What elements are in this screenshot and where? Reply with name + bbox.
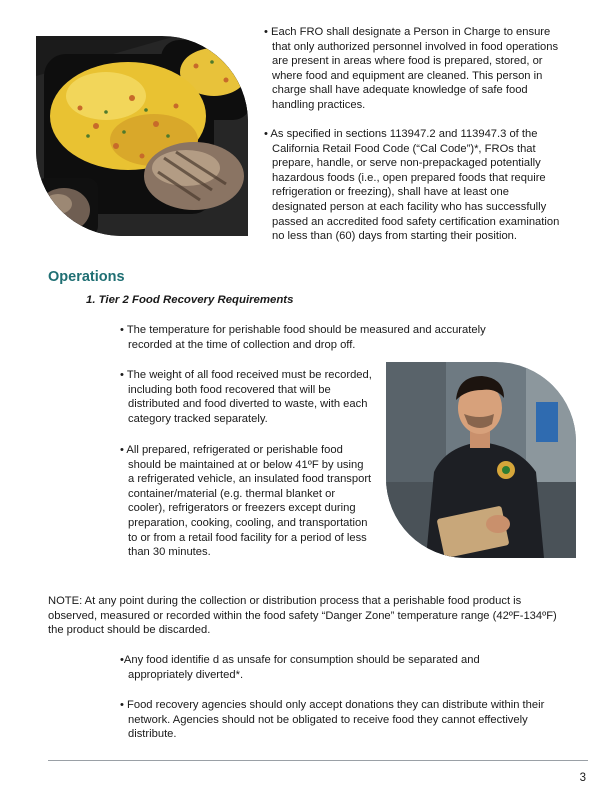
top-bullet-1: • Each FRO shall designate a Person in Charge to ensure that only authorized personnel involved in food operations are present in areas where food is prepared, stored, or where food and equipment are cleaned. This person in charge shall have adequate knowledge of safe food handling practices. [264, 26, 559, 111]
operations-bullet-1: • The temperature for perishable food should be measured and accurately recorded at the time of collection and drop off. [120, 324, 486, 351]
top-bullet-2: • As specified in sections 113947.2 and 113947.3 of the California Retail Food Code (“Cal Code”)*, FROs that prepare, handle, or serve non-prepackaged potentially hazardous foods (i.e., open prepared foods that require refrigeration or freezing), shall have at least one designated person at each facility who has successfully passed an accredited food safety certification examination no less than (60) days from starting their position. [264, 128, 560, 243]
operations-bullet-3: • All prepared, refrigerated or perishable food should be maintained at or below 41ºF by using a refrigerated vehicle, an insulated food transport container/material (e.g. thermal blanket or cooler), refrigerators or freezers except during preparation, cooking, cooling, and transportation to or from a retail food facility for a period of less than 30 minutes. [120, 444, 372, 559]
bottom-bullet-2: • Food recovery agencies should only accept donations they can distribute within their network. Agencies should not be obligated to receive food they cannot effectively distribute. [120, 699, 545, 741]
page-number: 3 [579, 772, 586, 784]
delivery-worker-photo [386, 362, 576, 558]
food-container-photo [36, 36, 248, 236]
bottom-bullet-1: •Any food identifie d as unsafe for consumption should be separated and appropriately diverted*. [120, 654, 480, 681]
operations-bullet-2: • The weight of all food received must be recorded, including both food recovered that will be distributed and food diverted to waste, with each category tracked separately. [120, 369, 372, 425]
subheading-tier2: 1. Tier 2 Food Recovery Requirements [86, 294, 294, 306]
danger-zone-note: NOTE: At any point during the collection or distribution process that a perishable food product is observed, measured or recorded within the food safety “Danger Zone” temperature range (42ºF-134ºF) the product should be discarded. [48, 595, 557, 637]
section-heading-operations: Operations [48, 269, 125, 285]
footer-divider [48, 760, 588, 761]
